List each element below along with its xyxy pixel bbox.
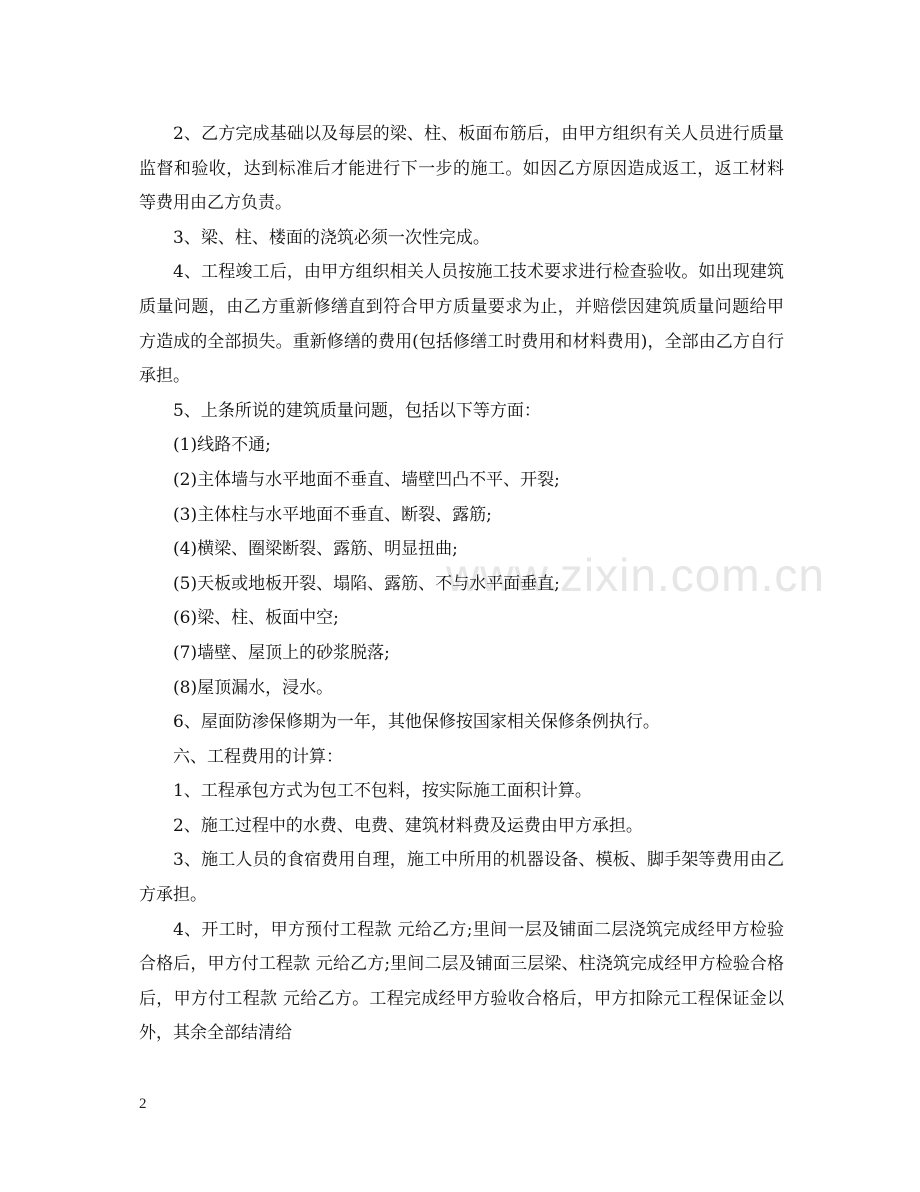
- paragraph: 5、上条所说的建筑质量问题，包括以下等方面：: [173, 400, 541, 421]
- section-heading: 六、工程费用的计算：: [173, 746, 343, 767]
- paragraph: 2、施工过程中的水费、电费、建筑材料费及运费由甲方承担。: [173, 815, 643, 836]
- paragraph: 4、开工时，甲方预付工程款 元给乙方;里间一层及铺面二层浇筑完成经甲方检验合格后，甲方付工程款 元给乙方;里间二层及铺面三层梁、柱浇筑完成经甲方检验合格后，甲方付工程款 元给乙方。工程完成经甲方验收合格后，甲方扣除元工程保证金以外，其余全部结清给: [139, 919, 784, 1044]
- paragraph: 6、屋面防渗保修期为一年，其他保修按国家相关保修条例执行。: [173, 712, 660, 733]
- paragraph: 4、工程竣工后，由甲方组织相关人员按施工技术要求进行检查验收。如出现建筑质量问题，由乙方重新修缮直到符合甲方质量要求为止，并赔偿因建筑质量问题给甲方造成的全部损失。重新修缮的费用(包括修缮工时费用和材料费用)，全部由乙方自行承担。: [139, 262, 784, 387]
- list-item: (8)屋顶漏水，浸水。: [173, 677, 334, 698]
- watermark: www.zixin.com.cn: [446, 549, 825, 601]
- paragraph: 2、乙方完成基础以及每层的梁、柱、板面布筋后，由甲方组织有关人员进行质量监督和验收，达到标准后才能进行下一步的施工。如因乙方原因造成返工，返工材料等费用由乙方负责。: [139, 124, 784, 214]
- paragraph: 3、施工人员的食宿费用自理，施工中所用的机器设备、模板、脚手架等费用由乙方承担。: [139, 850, 784, 906]
- list-item: (3)主体柱与水平地面不垂直、断裂、露筋;: [173, 504, 492, 525]
- list-item: (1)线路不通;: [173, 435, 271, 456]
- list-item: (2)主体墙与水平地面不垂直、墙壁凹凸不平、开裂;: [173, 469, 560, 490]
- list-item: (6)梁、柱、板面中空;: [173, 608, 339, 629]
- list-item: (7)墙壁、屋顶上的砂浆脱落;: [173, 642, 390, 663]
- list-item: (4)横梁、圈梁断裂、露筋、明显扭曲;: [173, 539, 458, 560]
- list-item: (5)天板或地板开裂、塌陷、露筋、不与水平面垂直;: [173, 573, 560, 594]
- body-text: [139, 117, 784, 1051]
- paragraph: 3、梁、柱、楼面的浇筑必须一次性完成。: [173, 227, 490, 248]
- page-number: 2: [139, 1096, 147, 1112]
- paragraph: 1、工程承包方式为包工不包料，按实际施工面积计算。: [173, 781, 592, 802]
